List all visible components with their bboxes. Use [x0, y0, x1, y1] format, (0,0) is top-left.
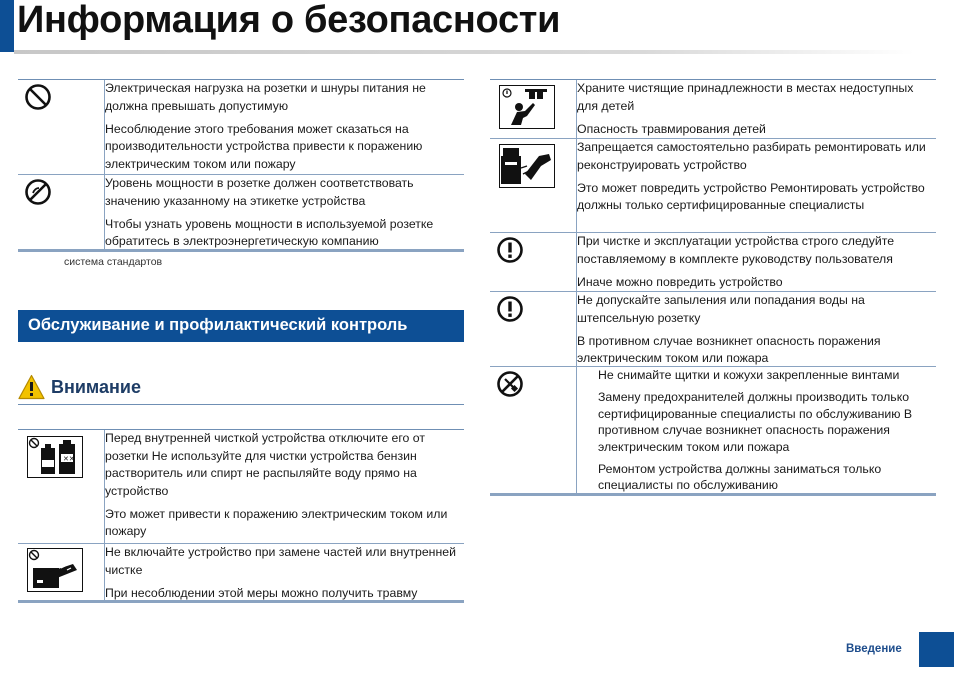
page-number-box: [919, 632, 954, 667]
table-row: [490, 291, 936, 366]
table-row: [18, 80, 464, 174]
table-row: [490, 232, 936, 291]
table-row: [490, 366, 936, 493]
row-text: Электрическая нагрузка на розетки и шнуры питания не должна превышать допустимую: [105, 81, 426, 113]
mandatory-exclamation-icon: [496, 295, 524, 323]
table-row: [490, 80, 936, 138]
title-divider: [14, 50, 914, 54]
row-text: Запрещается самостоятельно разбирать ремонтировать или реконструировать устройство: [577, 140, 926, 172]
row-text: Это может повредить устройство Ремонтировать устройство должны только сертифицированные специалисты: [577, 180, 925, 213]
row-text: Не снимайте щитки и кожухи закрепленные винтами: [598, 368, 900, 382]
row-text: Это может привести к поражению электрическим током или пожару: [105, 506, 448, 539]
section-heading: Обслуживание и профилактический контроль: [18, 310, 464, 342]
row-text: Не допускайте запыления или попадания воды на штепсельную розетку: [577, 293, 865, 325]
row-text: Иначе можно повредить устройство: [577, 274, 783, 289]
row-text: Не включайте устройство при замене частей или внутренней чистке: [105, 545, 456, 577]
table-row: [18, 543, 464, 600]
no-solvent-cleaning-icon: [27, 436, 83, 478]
prohibition-circle-icon: [24, 83, 52, 111]
warning-triangle-icon: [18, 374, 45, 400]
maintenance-table-left: [18, 429, 464, 603]
row-text: Замену предохранителей должны производить только сертифицированные специалисты по обслуживанию В противном случае возникнет опасность поражения электрическим током или пожара: [598, 390, 913, 454]
footnote: система стандартов: [64, 256, 163, 268]
row-text: Храните чистящие принадлежности в местах недоступных для детей: [577, 81, 914, 113]
svg-text:✕✕: ✕✕: [63, 455, 75, 463]
no-plug-overload-icon: [24, 178, 52, 206]
row-text: При чистке и эксплуатации устройства строго следуйте поставляемому в комплекте руководству пользователя: [577, 234, 895, 266]
row-text: При несоблюдении этой меры можно получить травму: [105, 585, 418, 600]
no-screwdriver-icon: [496, 370, 524, 398]
caution-header: [18, 372, 464, 405]
footer-section-link[interactable]: Введение: [846, 643, 902, 655]
page-title: Информация о безопасности: [17, 0, 561, 41]
row-text: Перед внутренней чисткой устройства отключите его от розетки Не используйте для чистки устройства бензин растворитель или спирт не распыляйте воду прямо на устройство: [105, 431, 426, 498]
row-text: В противном случае возникнет опасность поражения электрическим током или пожара: [577, 333, 881, 366]
maintenance-table-right: [490, 79, 936, 496]
mandatory-exclamation-icon: [496, 236, 524, 264]
caution-label: Внимание: [51, 377, 141, 397]
table-row: [18, 174, 464, 249]
electrical-safety-table: [18, 79, 464, 252]
row-text: Уровень мощности в розетке должен соответствовать значению указанному на этикетке устройства: [105, 176, 414, 208]
no-power-during-repair-icon: [27, 548, 83, 592]
row-text: Несоблюдение этого требования может сказаться на производительности устройства привести к поражению электрическим током или пожару: [105, 121, 423, 171]
no-disassembly-icon: [499, 144, 555, 188]
keep-from-children-icon: [499, 85, 555, 129]
table-row: [490, 138, 936, 232]
row-text: Опасность травмирования детей: [577, 121, 766, 136]
row-text: Чтобы узнать уровень мощности в используемой розетке обратитесь в электроэнергетическую компанию: [105, 216, 434, 249]
title-accent-bar: [0, 0, 14, 52]
table-row: [18, 430, 464, 543]
row-text: Ремонтом устройства должны заниматься только специалисты по обслуживанию: [598, 461, 882, 492]
